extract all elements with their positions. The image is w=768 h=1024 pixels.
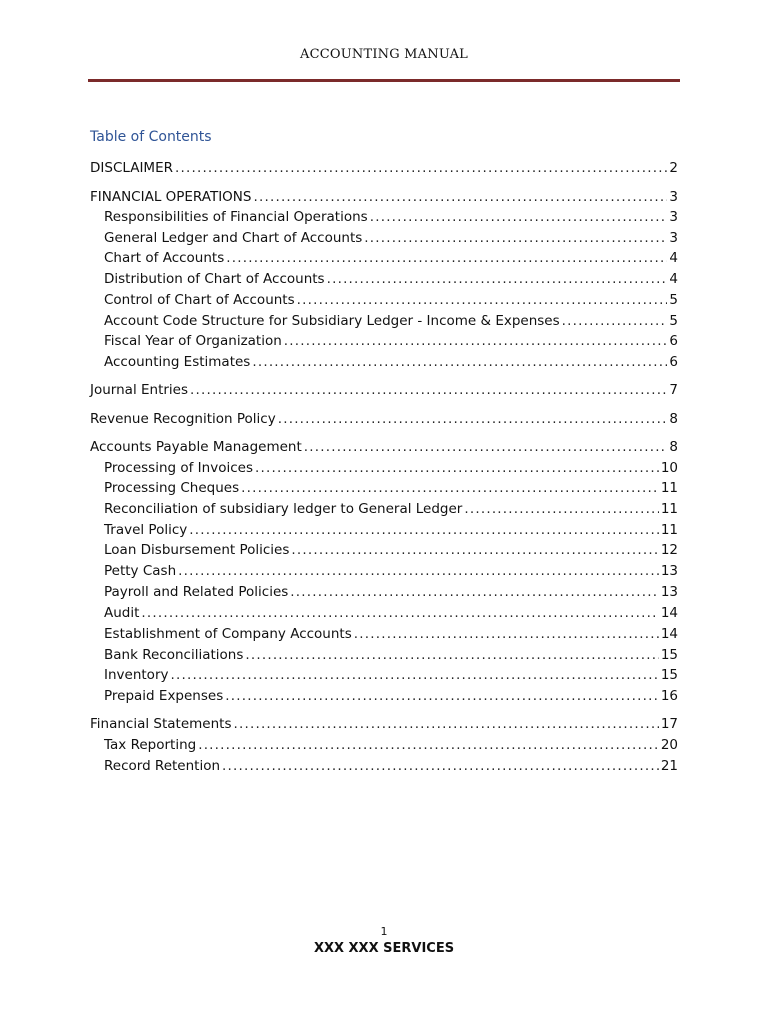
toc-entry-page: 8 <box>669 411 678 427</box>
toc-entry[interactable] <box>90 437 678 457</box>
toc-dot-leader <box>253 187 667 207</box>
toc-entry-page: 7 <box>669 382 678 398</box>
toc-entry[interactable] <box>104 520 678 540</box>
toc-dot-leader <box>562 311 668 331</box>
toc-dot-leader <box>226 248 667 268</box>
toc-dot-leader <box>370 207 668 227</box>
toc-entry-page: 11 <box>660 480 678 496</box>
toc-dot-leader <box>189 520 659 540</box>
toc-entry-label: Processing of Invoices <box>104 460 253 476</box>
toc-dot-leader <box>464 499 658 519</box>
toc-entry-page: 14 <box>660 605 678 621</box>
toc-entry-page: 10 <box>660 460 678 476</box>
toc-entry-page: 8 <box>669 439 678 455</box>
toc-entry-label: Reconciliation of subsidiary ledger to General Ledger <box>104 501 463 517</box>
toc-entry[interactable] <box>104 248 678 268</box>
toc-entry-label: Control of Chart of Accounts <box>104 292 295 308</box>
toc-entry[interactable] <box>104 331 678 351</box>
toc-entry[interactable] <box>90 158 678 178</box>
toc-entry-label: Record Retention <box>104 758 221 774</box>
toc-dot-leader <box>222 756 659 776</box>
toc-entry-label: Journal Entries <box>90 382 189 398</box>
toc-entry-page: 14 <box>660 626 678 642</box>
toc-entry-page: 17 <box>660 716 678 732</box>
footer-page-number: 1 <box>380 925 388 938</box>
toc-dot-leader <box>290 582 659 602</box>
toc-entry[interactable] <box>104 311 678 331</box>
toc-entry[interactable] <box>104 228 678 248</box>
toc-entry-label: Tax Reporting <box>104 737 197 753</box>
toc-entry-label: DISCLAIMER <box>90 160 173 176</box>
toc-entry-label: Accounting Estimates <box>104 354 251 370</box>
toc-entry[interactable] <box>104 207 678 227</box>
toc-dot-leader <box>245 645 658 665</box>
toc-dot-leader <box>304 437 668 457</box>
toc-entry-page: 5 <box>669 313 678 329</box>
toc-dot-leader <box>225 686 659 706</box>
toc-entry[interactable] <box>104 269 678 289</box>
toc-dot-leader <box>170 665 658 685</box>
toc-entry[interactable] <box>104 499 678 519</box>
toc-entry-label: Account Code Structure for Subsidiary Ledger - Income & Expenses <box>104 313 560 329</box>
toc-dot-leader <box>241 478 659 498</box>
toc-dot-leader <box>233 714 658 734</box>
toc-entry[interactable] <box>104 603 678 623</box>
toc-entry-page: 15 <box>660 667 678 683</box>
toc-entry-label: Travel Policy <box>104 522 188 538</box>
toc-entry[interactable] <box>104 756 678 776</box>
toc-dot-leader <box>291 540 658 560</box>
footer-company-name: XXX XXX SERVICES <box>313 941 455 956</box>
toc-entry-page: 13 <box>660 563 678 579</box>
toc-entry-label: Accounts Payable Management <box>90 439 302 455</box>
toc-dot-leader <box>364 228 667 248</box>
header-divider <box>88 79 680 82</box>
toc-entry[interactable] <box>104 352 678 372</box>
toc-entry[interactable] <box>90 380 678 400</box>
toc-entry-page: 3 <box>669 209 678 225</box>
toc-dot-leader <box>278 409 668 429</box>
toc-entry-label: Prepaid Expenses <box>104 688 224 704</box>
toc-dot-leader <box>178 561 659 581</box>
toc-entry-label: Inventory <box>104 667 169 683</box>
toc-heading: Table of Contents <box>90 129 212 145</box>
toc-entry[interactable] <box>90 714 678 734</box>
toc-entry-label: Processing Cheques <box>104 480 240 496</box>
toc-entry-page: 3 <box>669 230 678 246</box>
toc-entry[interactable] <box>104 665 678 685</box>
toc-dot-leader <box>198 735 659 755</box>
toc-entry-page: 5 <box>669 292 678 308</box>
toc-entry-label: Chart of Accounts <box>104 250 225 266</box>
toc-dot-leader <box>252 352 667 372</box>
toc-entry[interactable] <box>104 540 678 560</box>
page-header-title: ACCOUNTING MANUAL <box>299 47 469 62</box>
toc-entry-label: Payroll and Related Policies <box>104 584 289 600</box>
toc-dot-leader <box>190 380 667 400</box>
toc-entry[interactable] <box>104 458 678 478</box>
toc-entry[interactable] <box>90 409 678 429</box>
toc-entry-page: 13 <box>660 584 678 600</box>
toc-entry-page: 11 <box>660 522 678 538</box>
toc-entry[interactable] <box>104 582 678 602</box>
toc-entry[interactable] <box>104 735 678 755</box>
toc-dot-leader <box>354 624 659 644</box>
toc-entry-page: 6 <box>669 333 678 349</box>
toc-entry-page: 15 <box>660 647 678 663</box>
toc-entry-page: 11 <box>660 501 678 517</box>
toc-entry-page: 6 <box>669 354 678 370</box>
toc-entry-page: 4 <box>669 250 678 266</box>
toc-dot-leader <box>175 158 667 178</box>
toc-entry-page: 20 <box>660 737 678 753</box>
toc-entry-label: Revenue Recognition Policy <box>90 411 276 427</box>
toc-entry-label: Loan Disbursement Policies <box>104 542 290 558</box>
toc-dot-leader <box>255 458 659 478</box>
toc-entry-page: 12 <box>660 542 678 558</box>
toc-entry[interactable] <box>104 290 678 310</box>
toc-entry[interactable] <box>104 478 678 498</box>
toc-dot-leader <box>327 269 668 289</box>
toc-entry-label: Distribution of Chart of Accounts <box>104 271 325 287</box>
toc-entry-label: Fiscal Year of Organization <box>104 333 282 349</box>
toc-entry-label: Bank Reconciliations <box>104 647 244 663</box>
toc-entry-label: Responsibilities of Financial Operations <box>104 209 368 225</box>
toc-entry-page: 16 <box>660 688 678 704</box>
toc-entry-label: FINANCIAL OPERATIONS <box>90 189 252 205</box>
toc-entry-page: 2 <box>669 160 678 176</box>
toc-entry-label: Petty Cash <box>104 563 177 579</box>
toc-dot-leader <box>284 331 668 351</box>
toc-dot-leader <box>297 290 668 310</box>
toc-entry[interactable] <box>104 645 678 665</box>
toc-dot-leader <box>141 603 658 623</box>
toc-entry[interactable] <box>104 624 678 644</box>
toc-entry-label: Audit <box>104 605 140 621</box>
toc-entry-page: 21 <box>660 758 678 774</box>
toc-entry[interactable] <box>90 187 678 207</box>
toc-entry-page: 3 <box>669 189 678 205</box>
toc-entry-label: General Ledger and Chart of Accounts <box>104 230 363 246</box>
toc-entry-page: 4 <box>669 271 678 287</box>
toc-entry-label: Financial Statements <box>90 716 232 732</box>
toc-entry[interactable] <box>104 686 678 706</box>
toc-entry[interactable] <box>104 561 678 581</box>
toc-entry-label: Establishment of Company Accounts <box>104 626 352 642</box>
